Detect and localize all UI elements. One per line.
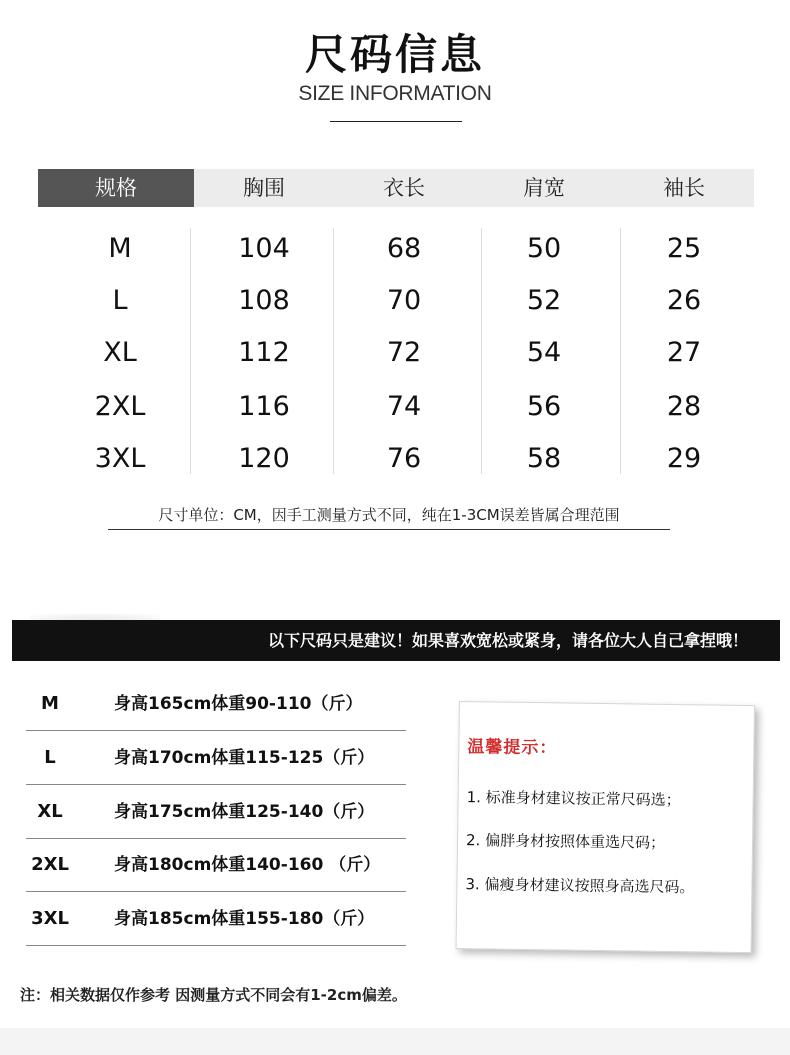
cell-shoulder: 50 bbox=[526, 233, 562, 264]
cell-chest: 116 bbox=[238, 391, 290, 422]
recommendation-text: 身高180cm体重140-160 （斤） bbox=[114, 855, 381, 875]
cell-size: L bbox=[112, 285, 128, 316]
advice-banner: 以下尺码只是建议！如果喜欢宽松或紧身，请各位大人自己拿捏哦！ bbox=[12, 620, 780, 661]
recommendation-text: 身高185cm体重155-180（斤） bbox=[114, 909, 375, 929]
recommendation-size: L bbox=[44, 747, 56, 768]
cell-shoulder: 54 bbox=[526, 337, 562, 368]
cell-sleeve: 28 bbox=[666, 391, 702, 422]
recommendation-size: M bbox=[41, 693, 59, 714]
cell-chest: 112 bbox=[238, 337, 290, 368]
recommendation-text: 身高175cm体重125-140（斤） bbox=[114, 802, 375, 822]
recommendation-row bbox=[26, 677, 406, 731]
cell-size: 3XL bbox=[94, 443, 146, 474]
header-cell-sleeve: 袖长 bbox=[663, 176, 705, 200]
cell-length: 74 bbox=[386, 391, 422, 422]
tip-card bbox=[456, 701, 755, 953]
cell-size: M bbox=[108, 233, 132, 264]
recommendation-row bbox=[26, 785, 406, 839]
recommendation-size: XL bbox=[37, 801, 63, 822]
recommendation-size: 3XL bbox=[31, 908, 69, 929]
cell-chest: 104 bbox=[238, 233, 290, 264]
cell-length: 68 bbox=[386, 233, 422, 264]
cell-sleeve: 29 bbox=[666, 443, 702, 474]
table-row bbox=[38, 275, 754, 327]
header-cell-shoulder: 肩宽 bbox=[523, 176, 565, 200]
cell-length: 76 bbox=[386, 443, 422, 474]
table-row bbox=[38, 433, 754, 485]
cell-size: XL bbox=[103, 337, 137, 368]
recommendation-row bbox=[26, 892, 406, 946]
cell-chest: 120 bbox=[238, 443, 290, 474]
unit-note: 尺寸单位：CM，因手工测量方式不同，纯在1-3CM误差皆属合理范围 bbox=[158, 506, 620, 524]
recommendation-size: 2XL bbox=[31, 854, 69, 875]
recommendation-text: 身高170cm体重115-125（斤） bbox=[114, 748, 375, 768]
unit-note-underline bbox=[108, 529, 670, 530]
size-table-header bbox=[38, 169, 754, 207]
cell-size: 2XL bbox=[94, 391, 146, 422]
page-subtitle: SIZE INFORMATION bbox=[298, 82, 492, 105]
header-cell-length: 衣长 bbox=[383, 176, 425, 200]
table-row bbox=[38, 381, 754, 433]
header-cell-chest: 胸围 bbox=[243, 176, 285, 200]
tip-item: 3. 偏瘦身材建议按照身高选尺码。 bbox=[465, 875, 695, 897]
recommendation-text: 身高165cm体重90-110（斤） bbox=[114, 694, 363, 714]
tip-item: 2. 偏胖身材按照体重选尺码； bbox=[465, 831, 666, 852]
recommendation-row bbox=[26, 731, 406, 785]
table-row bbox=[38, 223, 754, 275]
tip-title: 温馨提示： bbox=[467, 737, 558, 759]
row-divider bbox=[26, 945, 406, 946]
recommendation-row bbox=[26, 838, 406, 892]
bottom-fade bbox=[0, 1028, 790, 1055]
cell-shoulder: 52 bbox=[526, 285, 562, 316]
page-title: 尺码信息 bbox=[304, 30, 485, 79]
cell-length: 70 bbox=[386, 285, 422, 316]
cell-sleeve: 26 bbox=[666, 285, 702, 316]
title-divider bbox=[330, 121, 462, 122]
header-cell-size: 规格 bbox=[38, 169, 194, 207]
table-row bbox=[38, 327, 754, 379]
cell-chest: 108 bbox=[238, 285, 290, 316]
footnote: 注：相关数据仅作参考 因测量方式不同会有1-2cm偏差。 bbox=[20, 986, 407, 1004]
tip-item: 1. 标准身材建议按正常尺码选； bbox=[466, 788, 681, 810]
cell-shoulder: 58 bbox=[526, 443, 562, 474]
cell-sleeve: 27 bbox=[666, 337, 702, 368]
cell-shoulder: 56 bbox=[526, 391, 562, 422]
cell-sleeve: 25 bbox=[666, 233, 702, 264]
cell-length: 72 bbox=[386, 337, 422, 368]
